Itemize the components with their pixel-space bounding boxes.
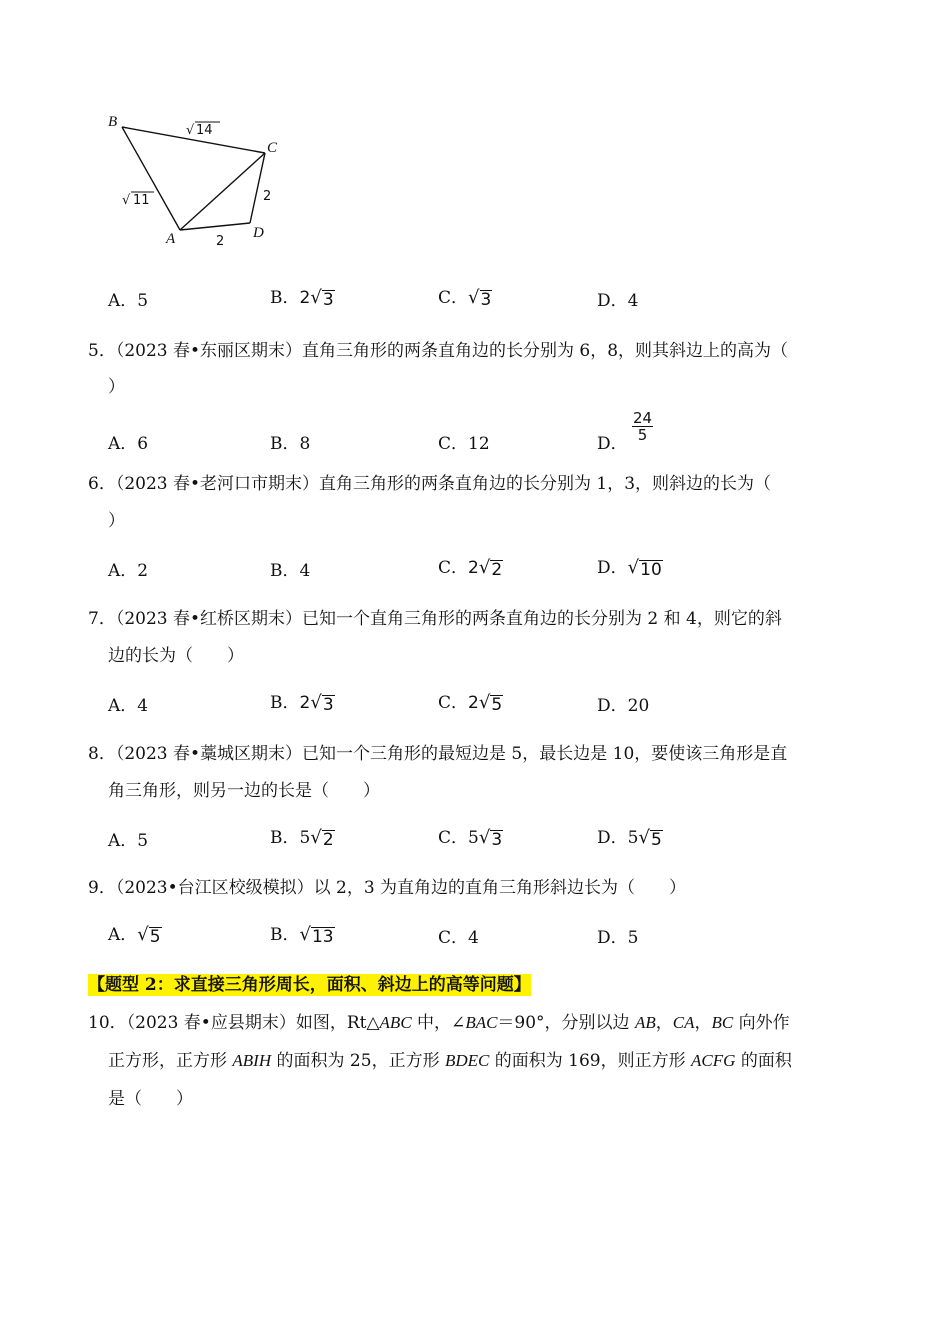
option-letter: C． (438, 828, 469, 848)
edge-label-cd: 2 (263, 189, 272, 204)
section-heading: 【题型 2：求直接三角形周长，面积、斜边上的高等问题】 (88, 975, 531, 995)
option-letter: A． (108, 696, 138, 716)
radicand: 3 (322, 695, 334, 715)
option-value: 5 (627, 928, 639, 948)
vertex-label-d: D (253, 225, 264, 241)
option-value: 5 (137, 831, 149, 851)
q8-option-d[interactable] (597, 827, 663, 849)
edge-cd (250, 153, 265, 223)
question-text: ， (694, 1013, 712, 1033)
math-var: ACFG (691, 1051, 736, 1070)
question-number: 10． (88, 1013, 127, 1033)
option-coef: 2 (468, 693, 479, 713)
sqrt-expression: √ 13 (299, 924, 334, 947)
radicand: 3 (491, 830, 503, 850)
radicand: 3 (322, 290, 334, 310)
q4-option-a[interactable] (108, 290, 148, 312)
radicand: 5 (149, 927, 161, 947)
question-text: （2023 春•应县期末）如图，Rt△ (126, 1013, 380, 1033)
q6-stem-line2 (108, 510, 125, 532)
option-coef: 2 (299, 288, 311, 308)
edge-label-ab: 11 (133, 193, 150, 208)
math-var: BDEC (444, 1051, 490, 1070)
q7-stem-line2 (108, 645, 244, 667)
option-letter: A． (108, 561, 138, 581)
question-text: （2023•台江区校级模拟）以 2，3 为直角边的直角三角形斜边长为（ ） (115, 878, 687, 898)
option-coef: 2 (299, 693, 311, 713)
vertex-label-b: B (108, 114, 118, 130)
option-letter: D． (597, 558, 628, 578)
option-value: 4 (627, 291, 639, 311)
vertex-label-a: A (166, 231, 176, 247)
option-coef: 5 (627, 828, 639, 848)
q5-option-c[interactable] (438, 433, 490, 455)
option-letter: D． (597, 291, 628, 311)
edge-ab (122, 127, 180, 230)
question-number: 5． (88, 341, 116, 361)
q10-stem-line1 (88, 1012, 790, 1034)
q9-option-b[interactable] (270, 924, 335, 946)
question-text: 角三角形，则另一边的长是（ ） (108, 781, 380, 801)
q5-option-a[interactable] (108, 433, 148, 455)
sqrt-expression: √ 3 (310, 692, 334, 715)
question-text: ， (655, 1013, 673, 1033)
option-letter: A． (108, 434, 138, 454)
option-letter: C． (438, 928, 469, 948)
sqrt-expression: √ 2 (478, 557, 503, 580)
radicand: 5 (491, 695, 503, 715)
option-value: 2 (137, 561, 149, 581)
option-letter: B． (270, 828, 300, 848)
radicand: 10 (640, 560, 662, 580)
q6-option-d[interactable] (597, 557, 663, 579)
question-text: （2023 春•藁城区期末）已知一个三角形的最短边是 5，最长边是 10，要使该三角形是直 (115, 744, 788, 764)
sqrt-expression: √ 5 (638, 827, 662, 850)
q7-option-c[interactable] (438, 692, 503, 714)
option-letter: B． (270, 693, 300, 713)
option-letter: B． (270, 925, 300, 945)
radical-sign: √ (122, 193, 131, 208)
sqrt-expression: √ 5 (137, 924, 161, 947)
option-letter: B． (270, 434, 300, 454)
option-letter: C． (438, 558, 469, 578)
radicand: 13 (311, 927, 334, 947)
q5-stem-line1 (88, 340, 788, 362)
option-letter: B． (270, 288, 300, 308)
quadrilateral-figure (100, 108, 300, 248)
q4-option-d[interactable] (597, 290, 638, 312)
option-letter: D． (597, 928, 628, 948)
option-value: 5 (137, 291, 149, 311)
radicand: 2 (322, 830, 334, 850)
edge-label-ad: 2 (216, 234, 225, 248)
radicand: 5 (650, 830, 662, 850)
option-value: 4 (468, 928, 479, 948)
q7-option-a[interactable] (108, 695, 148, 717)
question-text: （2023 春•东丽区期末）直角三角形的两条直角边的长分别为 6，8，则其斜边上的高为（ (115, 341, 789, 361)
option-value: 8 (299, 434, 311, 454)
question-text: 是（ ） (108, 1089, 193, 1109)
vertex-label-c: C (267, 140, 278, 156)
radicand: 3 (480, 290, 492, 310)
sqrt-expression: √ 3 (468, 287, 492, 310)
q9-option-c[interactable] (438, 927, 479, 949)
option-letter: D． (597, 828, 628, 848)
q9-stem-line1 (88, 877, 686, 899)
math-var: AB (634, 1013, 656, 1032)
question-text: ） (108, 511, 125, 531)
option-value: 6 (137, 434, 149, 454)
option-coef: 2 (468, 558, 479, 578)
q6-option-b[interactable] (270, 560, 310, 582)
option-letter: C． (438, 693, 469, 713)
option-value: 12 (468, 434, 490, 454)
radicand: 2 (491, 560, 503, 580)
q9-option-a[interactable] (108, 924, 162, 946)
question-text: ） (108, 377, 125, 397)
option-value: 20 (627, 696, 650, 716)
math-var: ABC (379, 1013, 412, 1032)
question-text: 中，∠ (411, 1013, 466, 1033)
q10-stem-line2 (108, 1050, 792, 1072)
option-letter: B． (270, 561, 300, 581)
question-number: 9． (88, 878, 116, 898)
question-text: ＝90°，分别以边 (497, 1013, 635, 1033)
question-number: 6． (88, 474, 116, 494)
question-number: 7． (88, 609, 116, 629)
option-letter: A． (108, 925, 138, 945)
q7-option-b[interactable] (270, 692, 335, 714)
q6-stem-line1 (88, 473, 771, 495)
q4-option-b[interactable] (270, 287, 335, 309)
option-value: 4 (299, 561, 311, 581)
q8-stem-line1 (88, 743, 787, 765)
math-var: CA (672, 1013, 695, 1032)
q8-option-c[interactable] (438, 827, 503, 849)
option-value: 4 (137, 696, 149, 716)
option-letter: A． (108, 291, 138, 311)
option-letter: C． (438, 434, 469, 454)
sqrt-expression: √ 10 (627, 557, 662, 580)
option-letter: D． (597, 696, 628, 716)
question-text: 的面积为 25，正方形 (271, 1051, 445, 1071)
q5-option-d[interactable] (597, 433, 628, 455)
sqrt-expression: √ 3 (310, 287, 334, 310)
fraction (632, 410, 653, 443)
option-letter: C． (438, 288, 469, 308)
q6-option-a[interactable] (108, 560, 148, 582)
q7-stem-line1 (88, 608, 782, 630)
q7-option-d[interactable] (597, 695, 649, 717)
option-letter: D． (597, 434, 628, 454)
edge-ac (180, 153, 265, 230)
edge-ad (180, 223, 250, 230)
q8-option-b[interactable] (270, 827, 335, 849)
q5-option-b[interactable] (270, 433, 310, 455)
question-text: 的面积为 169，则正方形 (489, 1051, 692, 1071)
option-coef: 5 (299, 828, 311, 848)
edge-label-bc: 14 (196, 123, 213, 138)
math-var: ABIH (232, 1051, 272, 1070)
option-letter: A． (108, 831, 138, 851)
question-number: 8． (88, 744, 116, 764)
sqrt-expression: √ 2 (310, 827, 334, 850)
question-text: （2023 春•红桥区期末）已知一个直角三角形的两条直角边的长分别为 2 和 4，则它的斜 (115, 609, 782, 629)
q5-stem-line2 (108, 376, 125, 398)
question-text: 向外作 (733, 1013, 790, 1033)
q8-option-a[interactable] (108, 830, 148, 852)
q9-option-d[interactable] (597, 927, 638, 949)
sqrt-expression: √ 5 (478, 692, 503, 715)
q8-stem-line2 (108, 780, 380, 802)
q6-option-c[interactable] (438, 557, 503, 579)
q10-stem-line3 (108, 1088, 193, 1110)
fraction-numerator: 24 (633, 409, 653, 427)
fraction-denominator: 5 (637, 426, 648, 444)
math-var: BC (711, 1013, 734, 1032)
question-text: （2023 春•老河口市期末）直角三角形的两条直角边的长分别为 1，3，则斜边的长为（ (115, 474, 772, 494)
question-text: 边的长为（ ） (108, 646, 244, 666)
question-text: 正方形，正方形 (108, 1051, 233, 1071)
math-var: BAC (465, 1013, 498, 1032)
option-coef: 5 (468, 828, 479, 848)
question-text: 的面积 (735, 1051, 792, 1071)
q4-option-c[interactable] (438, 287, 492, 309)
radical-sign: √ (186, 123, 195, 138)
sqrt-expression: √ 3 (478, 827, 503, 850)
